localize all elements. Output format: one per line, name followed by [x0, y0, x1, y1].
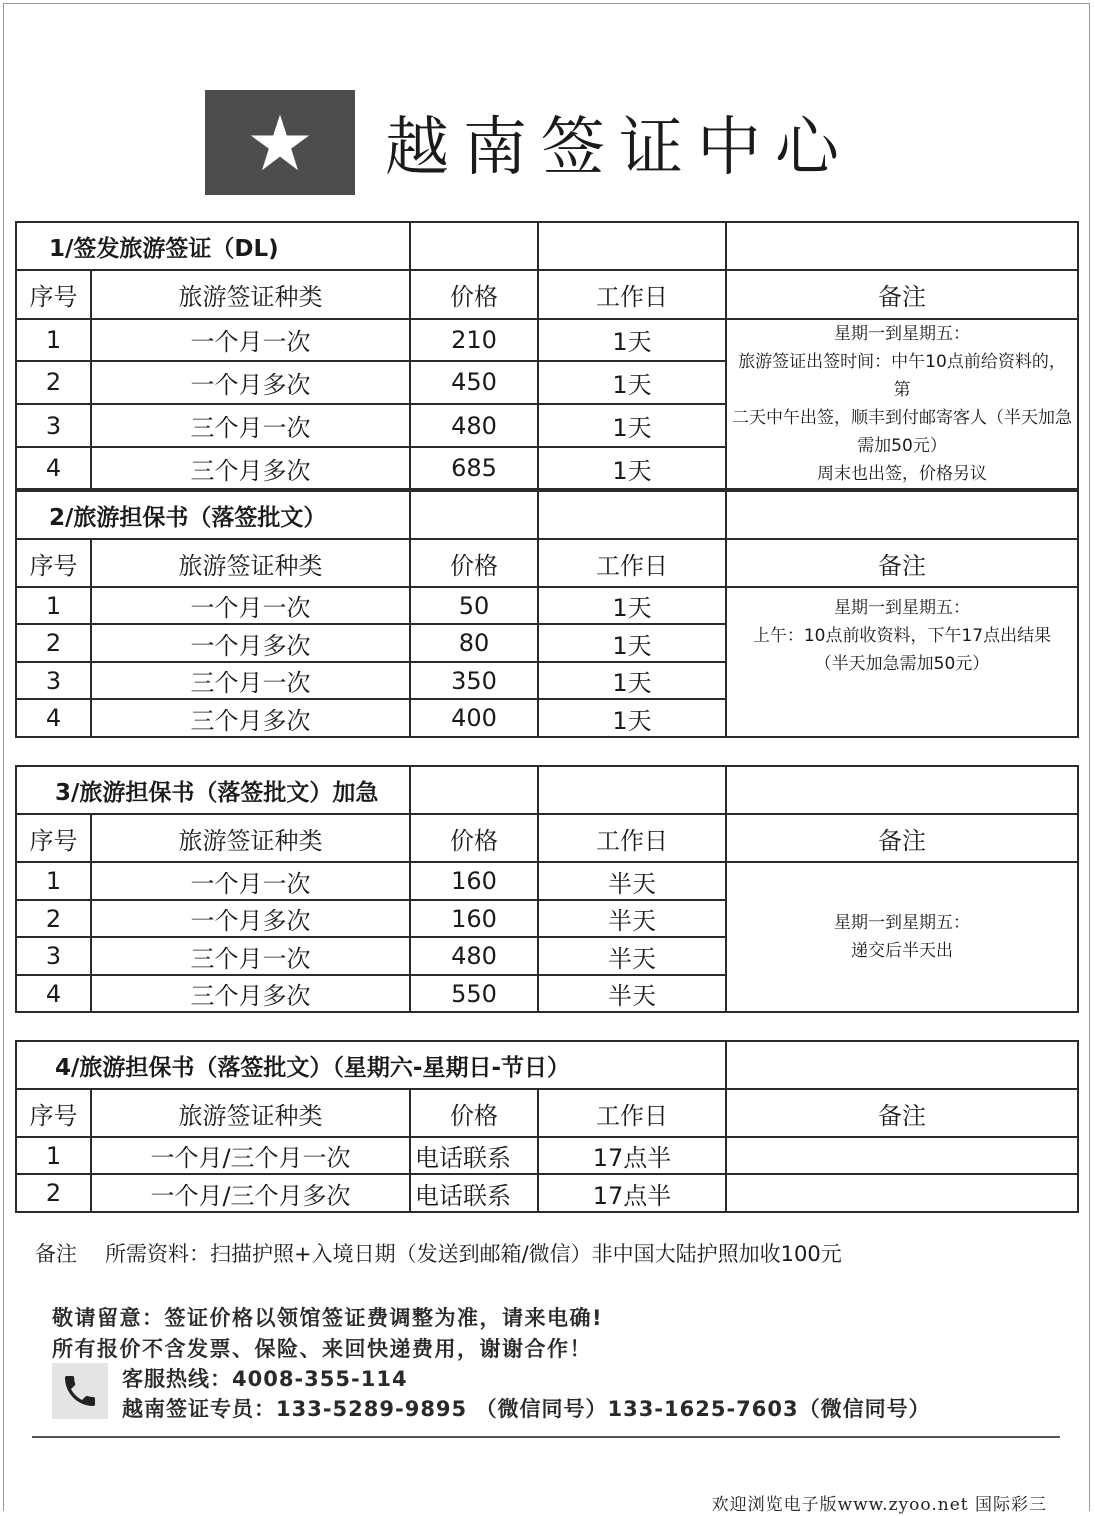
price-table	[15, 765, 1079, 1013]
row-no: 4	[16, 447, 91, 489]
header-no: 序号	[16, 539, 91, 587]
remark-line: 旅游签证出签时间：中午10点前给资料的，第	[738, 352, 1066, 400]
row-type: 三个月一次	[91, 662, 410, 699]
header-type: 旅游签证种类	[91, 539, 410, 587]
table-row	[16, 587, 1078, 624]
price-table	[15, 490, 1079, 738]
row-type: 三个月多次	[91, 975, 410, 1012]
row-no: 4	[16, 699, 91, 737]
row-no: 3	[16, 662, 91, 699]
row-no: 2	[16, 361, 91, 404]
section-title: 4/旅游担保书（落签批文）（星期六-星期日-节日）	[16, 1041, 726, 1089]
row-price: 350	[410, 662, 538, 699]
row-price: 480	[410, 937, 538, 975]
page-title: 越南签证中心	[385, 111, 853, 185]
row-price: 450	[410, 361, 538, 404]
header-remark: 备注	[726, 539, 1078, 587]
row-price: 480	[410, 404, 538, 447]
row-days: 17点半	[538, 1137, 726, 1174]
row-days: 半天	[538, 975, 726, 1012]
price-table	[15, 221, 1079, 490]
header-type: 旅游签证种类	[91, 1089, 410, 1137]
header-remark: 备注	[726, 270, 1078, 319]
row-days: 17点半	[538, 1174, 726, 1212]
row-type: 三个月多次	[91, 447, 410, 489]
divider	[32, 1436, 1060, 1438]
row-no: 1	[16, 319, 91, 361]
remark-line: 星期一到星期五：	[834, 598, 970, 618]
row-no: 3	[16, 937, 91, 975]
row-no: 2	[16, 900, 91, 937]
row-price: 685	[410, 447, 538, 489]
star-icon	[249, 112, 311, 174]
phone-icon	[52, 1363, 108, 1419]
remark-line: （半天加急需加50元）	[814, 654, 990, 674]
row-no: 4	[16, 975, 91, 1012]
remark-cell	[726, 1174, 1078, 1212]
header-remark: 备注	[726, 1089, 1078, 1137]
row-price: 50	[410, 587, 538, 624]
header-days: 工作日	[538, 814, 726, 862]
row-days: 1天	[538, 361, 726, 404]
row-days: 半天	[538, 862, 726, 900]
row-type: 一个月/三个月一次	[91, 1137, 410, 1174]
row-type: 三个月一次	[91, 937, 410, 975]
row-price: 160	[410, 862, 538, 900]
row-price: 80	[410, 624, 538, 662]
section-guarantee-letter-urgent	[15, 765, 1077, 1013]
remark-line: 需加50元）	[857, 436, 947, 456]
row-type: 一个月一次	[91, 587, 410, 624]
notice-line: 所有报价不含发票、保险、来回快递费用，谢谢合作！	[52, 1337, 592, 1361]
logo	[205, 90, 355, 195]
section-title: 2/旅游担保书（落签批文）	[16, 491, 410, 539]
section-title: 1/签发旅游签证（DL)	[16, 222, 410, 270]
row-type: 一个月一次	[91, 319, 410, 361]
row-price: 电话联系	[410, 1174, 538, 1212]
header-days: 工作日	[538, 1089, 726, 1137]
remark-line: 周末也出签，价格另议	[817, 464, 988, 484]
row-type: 一个月多次	[91, 900, 410, 937]
remark-cell	[726, 319, 1078, 489]
remark-line: 二天中午出签，顺丰到付邮寄客人（半天加急	[732, 408, 1073, 428]
remark-cell	[726, 587, 1078, 737]
remark-line: 上午：10点前收资料，下午17点出结果	[752, 626, 1052, 646]
table-row	[16, 319, 1078, 361]
watermark: 欢迎浏览电子版www.zyoo.net 国际彩三	[711, 1495, 1047, 1515]
row-days: 半天	[538, 937, 726, 975]
table-row	[16, 1137, 1078, 1174]
price-table	[15, 1040, 1079, 1213]
remark-line: 星期一到星期五：	[834, 913, 970, 933]
header-no: 序号	[16, 270, 91, 319]
row-days: 1天	[538, 624, 726, 662]
row-days: 1天	[538, 319, 726, 361]
row-no: 3	[16, 404, 91, 447]
header-price: 价格	[410, 539, 538, 587]
header-price: 价格	[410, 1089, 538, 1137]
section-guarantee-letter-weekend	[15, 1040, 1077, 1213]
remark-line: 递交后半天出	[851, 941, 953, 961]
visa-specialist-contact: 越南签证专员：133-5289-9895 （微信同号）133-1625-7603（微信同号）	[122, 1397, 931, 1421]
header-no: 序号	[16, 814, 91, 862]
section-guarantee-letter	[15, 490, 1077, 738]
row-price: 160	[410, 900, 538, 937]
row-price: 210	[410, 319, 538, 361]
row-type: 一个月多次	[91, 624, 410, 662]
header-no: 序号	[16, 1089, 91, 1137]
row-days: 半天	[538, 900, 726, 937]
row-type: 一个月/三个月多次	[91, 1174, 410, 1212]
header-price: 价格	[410, 270, 538, 319]
header-type: 旅游签证种类	[91, 814, 410, 862]
remark-cell	[726, 862, 1078, 1012]
row-type: 一个月多次	[91, 361, 410, 404]
remark-line: 星期一到星期五：	[834, 324, 971, 344]
header-days: 工作日	[538, 270, 726, 319]
row-no: 2	[16, 1174, 91, 1212]
row-price: 550	[410, 975, 538, 1012]
remark-cell	[726, 1137, 1078, 1174]
section-title: 3/旅游担保书（落签批文）加急	[16, 766, 410, 814]
section-dl-visa	[15, 221, 1077, 490]
required-documents-note	[35, 1238, 842, 1268]
row-days: 1天	[538, 447, 726, 489]
row-no: 1	[16, 862, 91, 900]
row-no: 1	[16, 587, 91, 624]
hotline: 客服热线：4008-355-114	[122, 1367, 408, 1391]
header-remark: 备注	[726, 814, 1078, 862]
notice-line: 敬请留意：签证价格以领馆签证费调整为准，请来电确!	[52, 1306, 604, 1330]
row-type: 三个月一次	[91, 404, 410, 447]
note-text: 所需资料：扫描护照+入境日期（发送到邮箱/微信）非中国大陆护照加收100元	[105, 1242, 842, 1266]
row-days: 1天	[538, 699, 726, 737]
header-days: 工作日	[538, 539, 726, 587]
table-row	[16, 862, 1078, 900]
row-days: 1天	[538, 404, 726, 447]
row-price: 400	[410, 699, 538, 737]
table-row	[16, 1174, 1078, 1212]
row-price: 电话联系	[410, 1137, 538, 1174]
row-type: 一个月一次	[91, 862, 410, 900]
row-type: 三个月多次	[91, 699, 410, 737]
row-no: 1	[16, 1137, 91, 1174]
note-label: 备注	[35, 1242, 77, 1266]
header-price: 价格	[410, 814, 538, 862]
header-type: 旅游签证种类	[91, 270, 410, 319]
row-days: 1天	[538, 587, 726, 624]
row-no: 2	[16, 624, 91, 662]
row-days: 1天	[538, 662, 726, 699]
